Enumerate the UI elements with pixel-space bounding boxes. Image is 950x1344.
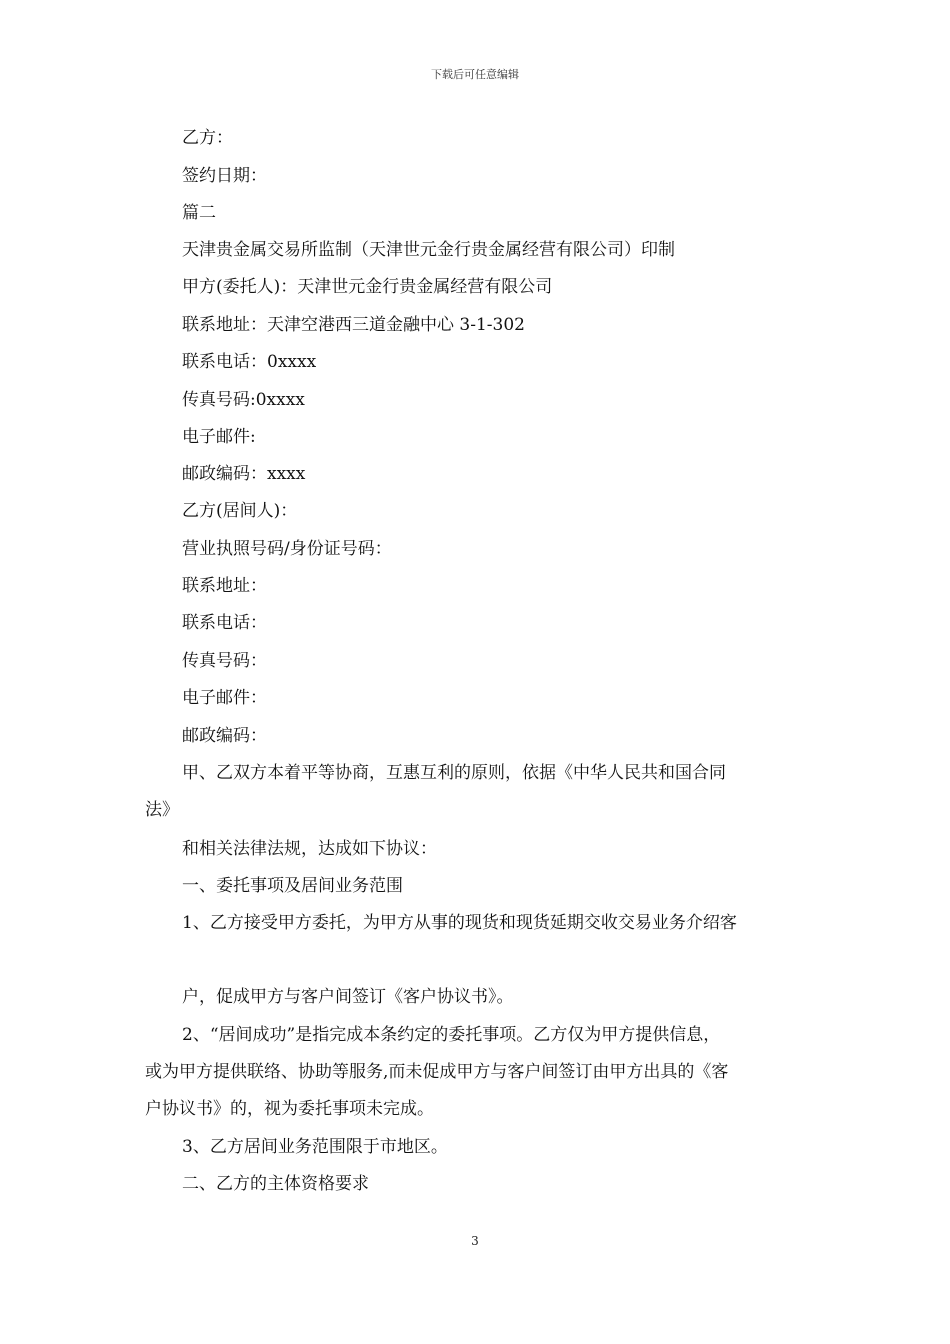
paragraph-line: 2、“居间成功”是指完成本条约定的委托事项。乙方仅为甲方提供信息， bbox=[182, 1025, 721, 1045]
paragraph-line: 3、乙方居间业务范围限于市地区。 bbox=[182, 1137, 448, 1157]
text-line: 联系地址：天津空港西三道金融中心 3-1-302 bbox=[182, 315, 525, 335]
page-number: 3 bbox=[471, 1234, 479, 1248]
text-line: 签约日期： bbox=[182, 166, 267, 186]
text-line: 天津贵金属交易所监制（天津世元金行贵金属经营有限公司）印制 bbox=[182, 240, 675, 260]
text-line: 传真号码： bbox=[182, 651, 267, 671]
text-line: 乙方： bbox=[182, 128, 233, 148]
paragraph-line: 或为甲方提供联络、协助等服务,而未促成甲方与客户间签订由甲方出具的《客 bbox=[145, 1062, 729, 1082]
text-line: 传真号码:0xxxx bbox=[182, 390, 305, 410]
text-line: 营业执照号码/身份证号码： bbox=[182, 539, 392, 559]
text-line: 联系地址： bbox=[182, 576, 267, 596]
paragraph-line: 1、乙方接受甲方委托，为甲方从事的现货和现货延期交收交易业务介绍客 bbox=[182, 913, 737, 933]
text-line: 邮政编码：xxxx bbox=[182, 464, 306, 484]
paragraph-line: 户，促成甲方与客户间签订《客户协议书》。 bbox=[182, 987, 514, 1007]
text-line: 邮政编码： bbox=[182, 726, 267, 746]
paragraph-line: 甲、乙双方本着平等协商，互惠互利的原则，依据《中华人民共和国合同 bbox=[182, 763, 726, 783]
paragraph-line: 户协议书》的，视为委托事项未完成。 bbox=[145, 1099, 434, 1119]
page-header: 下载后可任意编辑 bbox=[431, 68, 519, 81]
section-heading: 一、委托事项及居间业务范围 bbox=[182, 876, 403, 896]
text-line: 甲方(委托人)：天津世元金行贵金属经营有限公司 bbox=[182, 277, 553, 297]
section-label: 篇二 bbox=[182, 203, 216, 223]
text-line: 电子邮件: bbox=[182, 427, 256, 447]
paragraph-line: 法》 bbox=[145, 800, 179, 820]
section-heading: 二、乙方的主体资格要求 bbox=[182, 1174, 369, 1194]
text-line: 联系电话：0xxxx bbox=[182, 352, 317, 372]
paragraph-line: 和相关法律法规，达成如下协议： bbox=[182, 839, 437, 859]
text-line: 乙方(居间人)： bbox=[182, 501, 298, 521]
text-line: 电子邮件： bbox=[182, 688, 267, 708]
text-line: 联系电话： bbox=[182, 613, 267, 633]
